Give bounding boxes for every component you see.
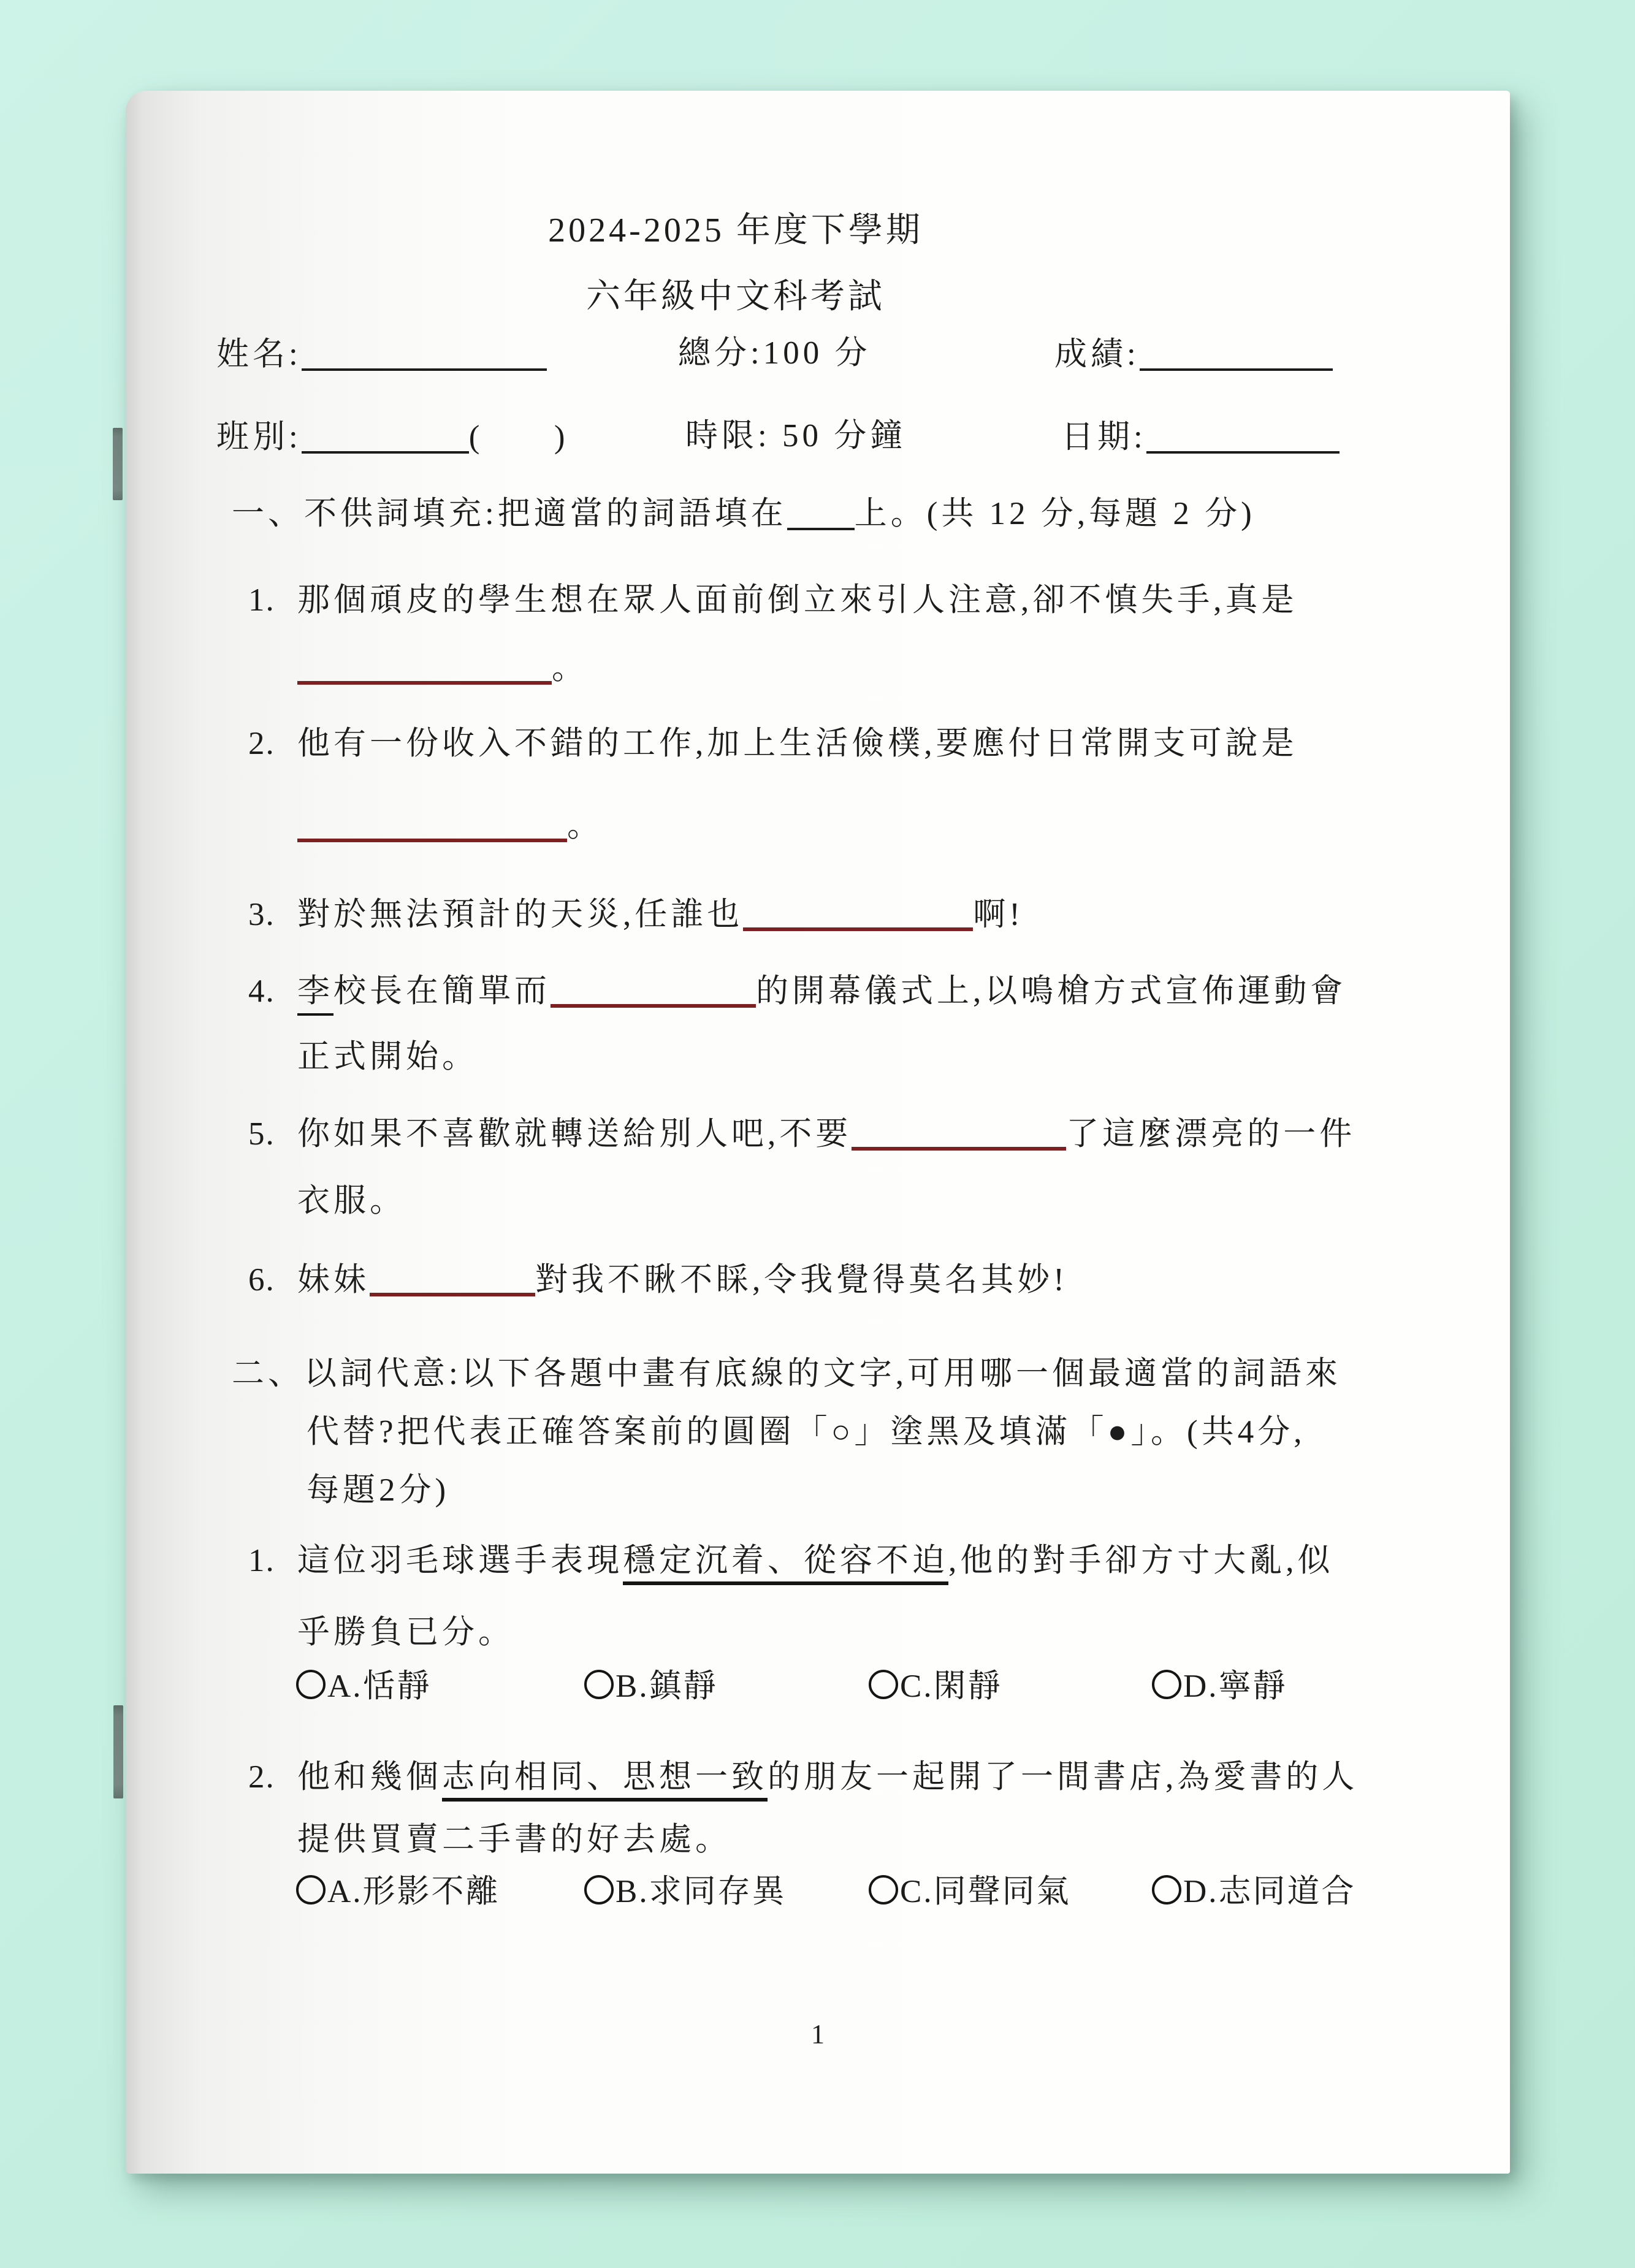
option-label: A.形影不離	[327, 1874, 500, 1909]
section2-heading-line2: 代替?把代表正確答案前的圓圈「○」塗黑及填滿「●」。(共4分,	[307, 1414, 1306, 1450]
binder-tab-bottom	[113, 1705, 123, 1798]
time-limit-label: 時限: 50 分鐘	[685, 418, 907, 454]
s1-question2-line1	[248, 723, 1298, 764]
class-number-paren: ( )	[468, 419, 569, 455]
answer-blank-q5[interactable]	[852, 1111, 1066, 1151]
answer-bubble-a[interactable]	[296, 1875, 326, 1905]
answer-blank-q4[interactable]	[551, 968, 756, 1008]
question-text: 對於無法預計的天災,任誰也	[297, 897, 744, 932]
class-input-line[interactable]	[302, 416, 469, 454]
s2-question1-line2: 乎勝負已分。	[297, 1615, 514, 1650]
option-a	[296, 1871, 500, 1912]
s1-question6	[248, 1257, 1068, 1300]
question-number: 4.	[248, 973, 275, 1009]
answer-blank-q1[interactable]	[297, 645, 552, 685]
answer-bubble-c[interactable]	[869, 1670, 898, 1699]
option-d	[1152, 1666, 1287, 1707]
exam-title: 2024-2025 年度下學期	[548, 211, 923, 249]
s1-question5-line2: 衣服。	[297, 1183, 406, 1219]
sentence-period: 。	[567, 808, 603, 843]
answer-bubble-b[interactable]	[584, 1670, 614, 1699]
grade-label: 成績:	[1054, 337, 1140, 372]
answer-bubble-b[interactable]	[584, 1875, 614, 1905]
question-number: 1.	[248, 582, 275, 618]
section2-heading-line3: 每題2分)	[307, 1472, 450, 1508]
option-label: B.求同存異	[616, 1874, 787, 1909]
option-label: C.同聲同氣	[900, 1874, 1071, 1909]
date-label: 日期:	[1061, 419, 1146, 455]
question-number: 6.	[248, 1262, 275, 1298]
question-number: 1.	[248, 1543, 275, 1578]
class-label: 班別:	[216, 419, 302, 455]
question-text: 的朋友一起開了一間書店,為愛書的人	[768, 1759, 1359, 1795]
question-number: 2.	[248, 1759, 275, 1795]
exam-paper-sheet	[126, 91, 1510, 2174]
question-text: ,他的對手卻方寸大亂,似	[948, 1543, 1334, 1578]
section1-heading-blank	[787, 492, 855, 530]
binder-tab-top	[113, 428, 123, 500]
s2-question2-options	[126, 1871, 1510, 2114]
option-label: D.寧靜	[1183, 1669, 1287, 1704]
question-text: 他和幾個	[297, 1759, 442, 1795]
question-text: 校長在簡單而	[333, 973, 551, 1009]
question-text: 妹妹	[297, 1262, 370, 1298]
s1-question2-line2	[297, 803, 603, 846]
question-text: 對我不瞅不睬,令我覺得莫名其妙!	[535, 1262, 1068, 1298]
answer-bubble-c[interactable]	[869, 1875, 898, 1905]
section1-heading	[232, 492, 1256, 534]
option-label: B.鎮靜	[616, 1669, 718, 1704]
answer-blank-q6[interactable]	[370, 1257, 535, 1296]
option-label: D.志同道合	[1183, 1874, 1356, 1909]
page-number: 1	[811, 2019, 825, 2049]
date-field-row	[1061, 416, 1340, 457]
question-number: 2.	[248, 726, 275, 761]
question-text: 你如果不喜歡就轉送給別人吧,不要	[297, 1116, 852, 1152]
option-b	[584, 1871, 787, 1912]
s2-question2-line2: 提供買賣二手書的好去處。	[297, 1822, 731, 1857]
s1-question4-line1	[248, 968, 1346, 1011]
question-text: 他有一份收入不錯的工作,加上生活儉樸,要應付日常開支可說是	[297, 726, 1298, 761]
option-label: A.恬靜	[327, 1669, 432, 1704]
s1-question1-line2	[297, 645, 588, 688]
underlined-phrase: 志向相同、思想一致	[442, 1759, 768, 1802]
option-c	[869, 1666, 1002, 1707]
name-label: 姓名:	[216, 337, 302, 372]
question-text: 這位羽毛球選手表現	[297, 1543, 623, 1578]
grade-field-row	[1054, 333, 1333, 375]
total-score-label: 總分:100 分	[678, 335, 871, 371]
name-input-line[interactable]	[302, 333, 547, 371]
s2-question2-line1	[248, 1757, 1358, 1797]
option-label: C.閑靜	[900, 1669, 1002, 1704]
underlined-phrase: 穩定沉着、從容不迫	[623, 1543, 948, 1585]
proper-noun-mark: 李	[297, 973, 333, 1016]
section1-heading-pre: 一、不供詞填充:把適當的詞語填在	[232, 496, 787, 531]
s1-question4-line2: 正式開始。	[297, 1039, 478, 1075]
option-a	[296, 1666, 432, 1707]
question-number: 5.	[248, 1116, 275, 1152]
answer-bubble-d[interactable]	[1152, 1670, 1181, 1699]
grade-input-line[interactable]	[1140, 333, 1333, 371]
section2-heading-line1: 二、以詞代意:以下各題中畫有底線的文字,可用哪一個最適當的詞語來	[232, 1356, 1341, 1391]
s1-question3	[248, 892, 1024, 935]
answer-blank-q2[interactable]	[297, 803, 567, 842]
question-text: 了這麼漂亮的一件	[1066, 1116, 1356, 1152]
exam-subtitle: 六年級中文科考試	[586, 278, 885, 316]
section1-heading-post: 上。(共 12 分,每題 2 分)	[854, 496, 1256, 531]
answer-bubble-d[interactable]	[1152, 1875, 1181, 1905]
question-text: 的開幕儀式上,以鳴槍方式宣佈運動會	[756, 973, 1347, 1009]
date-input-line[interactable]	[1146, 416, 1340, 454]
option-d	[1152, 1871, 1356, 1912]
question-text: 啊!	[973, 897, 1024, 932]
answer-blank-q3[interactable]	[743, 892, 973, 931]
option-c	[869, 1871, 1071, 1912]
answer-bubble-a[interactable]	[296, 1670, 326, 1699]
class-field-row	[216, 416, 569, 457]
sentence-period: 。	[552, 650, 588, 686]
s1-question5-line1	[248, 1111, 1355, 1154]
question-text: 那個頑皮的學生想在眾人面前倒立來引人注意,卻不慎失手,真是	[297, 582, 1298, 618]
s1-question1-line1	[248, 580, 1298, 620]
option-b	[584, 1666, 718, 1707]
s2-question1-line1	[248, 1540, 1334, 1581]
question-number: 3.	[248, 897, 275, 932]
name-field-row	[216, 333, 547, 375]
